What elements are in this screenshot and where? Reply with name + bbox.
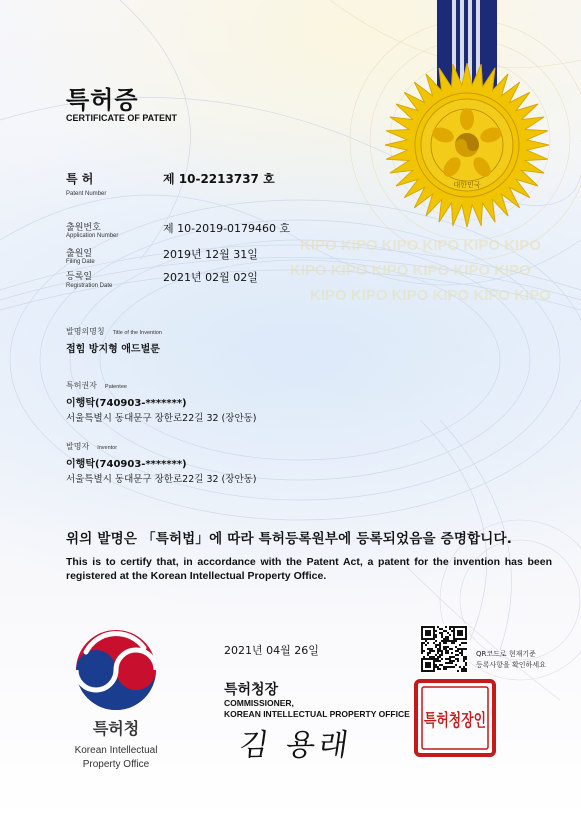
- registration-date-label-en: Registration Date: [66, 283, 113, 289]
- watermark-text: KIPO KIPO KIPO KIPO KIPO KIPO: [310, 287, 551, 304]
- watermark-text: KIPO KIPO KIPO KIPO KIPO KIPO: [290, 262, 531, 279]
- filing-date-label: 출원일: [66, 249, 93, 259]
- patentee-label-ko: 특허권자: [66, 381, 97, 390]
- watermark-text: KIPO KIPO KIPO KIPO KIPO KIPO: [300, 237, 541, 254]
- medal-text: 대한민국: [453, 181, 481, 189]
- application-number-label: 출원번호: [66, 223, 101, 233]
- certificate-subtitle: CERTIFICATE OF PATENT: [66, 113, 177, 123]
- registration-date-label: 등록일: [66, 272, 93, 282]
- application-number: 제 10-2019-0179460 호: [163, 222, 291, 235]
- kipo-name-en-line1: Korean Intellectual: [74, 745, 158, 756]
- patentee-name: 이행탁(740903-*******): [66, 398, 187, 409]
- qr-instructions-line2: 등록사항을 확인하세요: [476, 661, 546, 669]
- patent-number: 제 10-2213737 호: [163, 172, 275, 186]
- inventor-address: 서울특별시 동대문구 장한로22길 32 (장안동): [66, 474, 257, 485]
- certification-statement-en: This is to certify that, in accordance with the Patent Act, a patent for the invention has been registered at the Korean Intellectual Property Office.: [66, 556, 552, 582]
- patent-number-label: 특 허: [66, 172, 94, 186]
- qr-instructions-line1: QR코드로 현재기준: [476, 650, 536, 658]
- inventor-name: 이행탁(740903-*******): [66, 459, 187, 470]
- invention-title-label-ko: 발명의명칭: [66, 327, 105, 336]
- certification-statement-ko: 위의 발명은 「특허법」에 따라 특허등록원부에 등록되었음을 증명합니다.: [66, 531, 513, 547]
- registration-date: 2021년 02월 02일: [163, 271, 258, 284]
- commissioner-title-en-line2: KOREAN INTELLECTUAL PROPERTY OFFICE: [224, 709, 410, 719]
- patent-number-label-en: Patent Number: [66, 191, 107, 197]
- filing-date: 2019년 12월 31일: [163, 248, 258, 261]
- patentee-address: 서울특별시 동대문구 장한로22길 32 (장안동): [66, 413, 257, 424]
- stamp-text: 특허청장인: [424, 711, 507, 731]
- inventor-label-en: Inventor: [97, 445, 118, 451]
- filing-date-label-en: Filing Date: [66, 259, 95, 265]
- invention-title: 접힘 방지형 애드벌룬: [66, 344, 160, 355]
- kipo-name-en-line2: Property Office: [82, 759, 150, 770]
- application-number-label-en: Application Number: [66, 233, 119, 239]
- certificate-title: 특허증: [66, 86, 139, 114]
- inventor-label-ko: 발명자: [66, 442, 90, 451]
- issue-date: 2021년 04월 26일: [224, 644, 319, 657]
- commissioner-title-en-line1: COMMISSIONER,: [224, 698, 294, 708]
- patentee-label-en: Patentee: [104, 384, 127, 390]
- kipo-name-ko: 특허청: [92, 719, 140, 738]
- commissioner-title-ko: 특허청장: [224, 682, 279, 698]
- signature: 김 용래: [237, 728, 355, 763]
- invention-title-label-en: Title of the Invention: [112, 330, 162, 336]
